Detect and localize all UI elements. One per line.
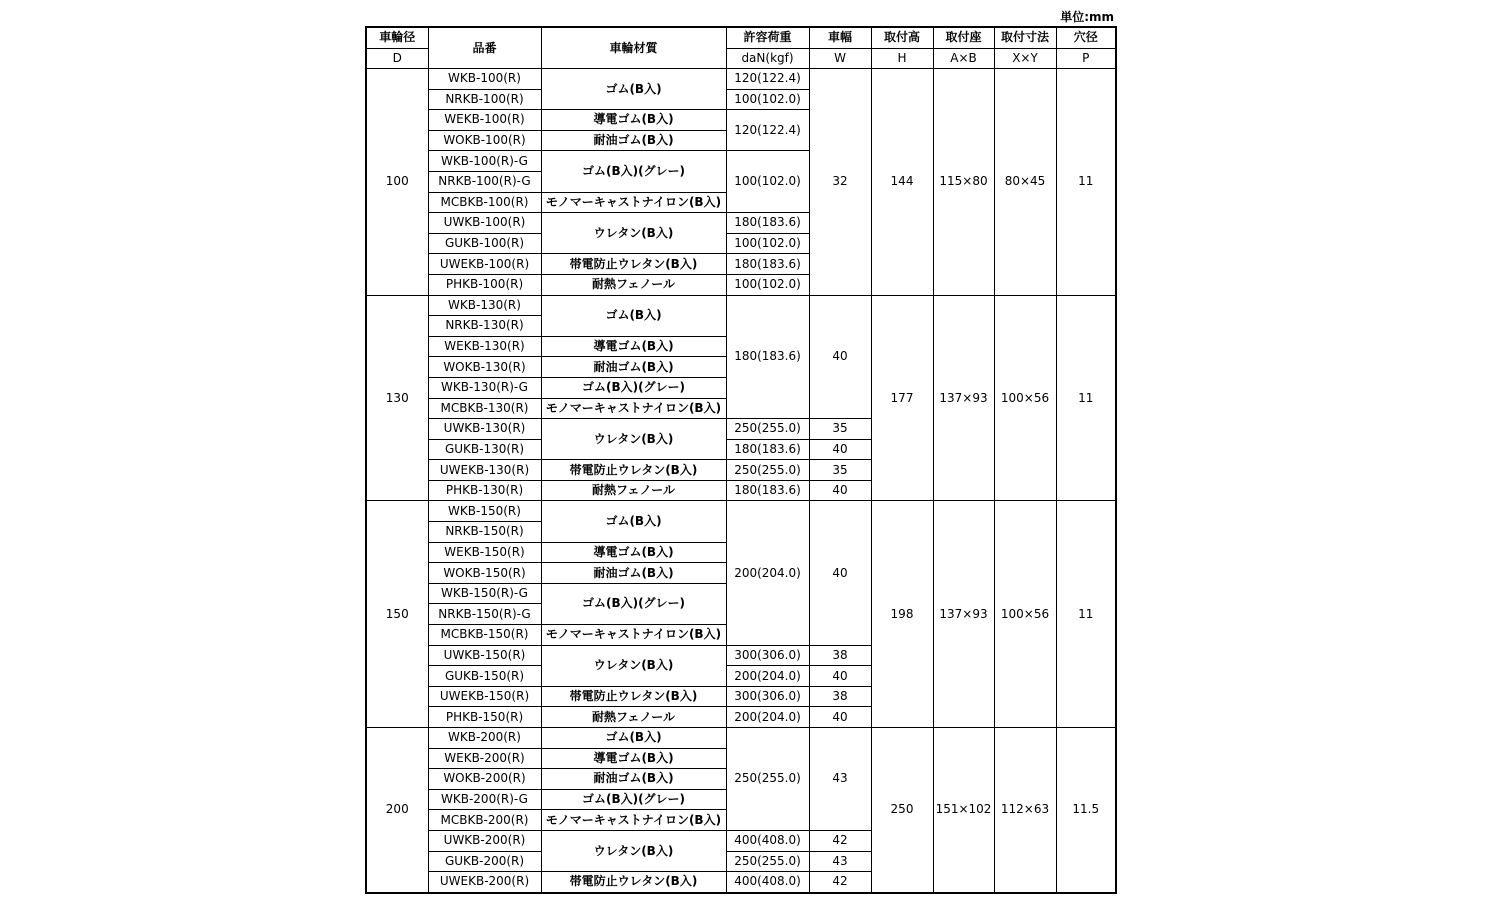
load-cell: 250(255.0) xyxy=(726,728,809,831)
part-no-cell: WOKB-100(R) xyxy=(428,130,541,151)
load-cell: 200(204.0) xyxy=(726,707,809,728)
header-material: 車輪材質 xyxy=(541,27,726,69)
diameter-cell: 100 xyxy=(366,69,428,296)
material-cell: 導電ゴム(B入) xyxy=(541,110,726,131)
load-cell: 120(122.4) xyxy=(726,69,809,90)
part-no-cell: NRKB-100(R) xyxy=(428,89,541,110)
material-cell: ゴム(B入)(グレー) xyxy=(541,789,726,810)
part-no-cell: WKB-200(R)-G xyxy=(428,789,541,810)
caster-spec-table xyxy=(365,26,1117,894)
material-cell: モノマーキャストナイロン(B入) xyxy=(541,192,726,213)
part-no-cell: WKB-130(R)-G xyxy=(428,377,541,398)
width-cell: 40 xyxy=(809,439,871,460)
part-no-cell: MCBKB-150(R) xyxy=(428,625,541,646)
load-cell: 200(204.0) xyxy=(726,666,809,687)
part-no-cell: PHKB-150(R) xyxy=(428,707,541,728)
part-no-cell: UWEKB-200(R) xyxy=(428,872,541,893)
material-cell: ウレタン(B入) xyxy=(541,419,726,460)
mount-height-cell: 198 xyxy=(871,501,933,728)
material-cell: ウレタン(B入) xyxy=(541,645,726,686)
part-no-cell: UWKB-100(R) xyxy=(428,213,541,234)
part-no-cell: WKB-200(R) xyxy=(428,728,541,749)
header-diameter-sym: D xyxy=(366,48,428,69)
part-no-cell: WOKB-130(R) xyxy=(428,357,541,378)
part-no-cell: GUKB-100(R) xyxy=(428,233,541,254)
material-cell: モノマーキャストナイロン(B入) xyxy=(541,625,726,646)
part-no-cell: WOKB-200(R) xyxy=(428,769,541,790)
material-cell: 耐油ゴム(B入) xyxy=(541,563,726,584)
load-cell: 250(255.0) xyxy=(726,460,809,481)
load-cell: 400(408.0) xyxy=(726,872,809,893)
load-cell: 180(183.6) xyxy=(726,439,809,460)
part-no-cell: WEKB-200(R) xyxy=(428,748,541,769)
load-cell: 180(183.6) xyxy=(726,254,809,275)
diameter-cell: 150 xyxy=(366,501,428,728)
width-cell: 35 xyxy=(809,419,871,440)
part-no-cell: WEKB-150(R) xyxy=(428,542,541,563)
load-cell: 200(204.0) xyxy=(726,501,809,645)
load-cell: 250(255.0) xyxy=(726,419,809,440)
header-part-no: 品番 xyxy=(428,27,541,69)
part-no-cell: WKB-150(R)-G xyxy=(428,583,541,604)
material-cell: 帯電防止ウレタン(B入) xyxy=(541,872,726,893)
width-cell: 40 xyxy=(809,707,871,728)
material-cell: 耐熱フェノール xyxy=(541,707,726,728)
material-cell: ゴム(B入)(グレー) xyxy=(541,151,726,192)
mount-height-cell: 250 xyxy=(871,728,933,893)
load-cell: 250(255.0) xyxy=(726,851,809,872)
part-no-cell: NRKB-130(R) xyxy=(428,316,541,337)
part-no-cell: WKB-100(R) xyxy=(428,69,541,90)
width-cell: 32 xyxy=(809,69,871,296)
material-cell: 耐油ゴム(B入) xyxy=(541,130,726,151)
width-cell: 40 xyxy=(809,480,871,501)
width-cell: 43 xyxy=(809,728,871,831)
material-cell: 帯電防止ウレタン(B入) xyxy=(541,686,726,707)
header-mount-height: 取付高 xyxy=(871,27,933,48)
part-no-cell: WKB-100(R)-G xyxy=(428,151,541,172)
part-no-cell: UWKB-200(R) xyxy=(428,830,541,851)
width-cell: 38 xyxy=(809,645,871,666)
part-no-cell: UWEKB-150(R) xyxy=(428,686,541,707)
mount-height-cell: 144 xyxy=(871,69,933,296)
part-no-cell: GUKB-200(R) xyxy=(428,851,541,872)
load-cell: 100(102.0) xyxy=(726,151,809,213)
header-hole-dia: 穴径 xyxy=(1056,27,1116,48)
part-no-cell: WEKB-130(R) xyxy=(428,336,541,357)
width-cell: 35 xyxy=(809,460,871,481)
part-no-cell: MCBKB-130(R) xyxy=(428,398,541,419)
load-cell: 100(102.0) xyxy=(726,233,809,254)
hole-pitch-cell: 100×56 xyxy=(994,501,1056,728)
width-cell: 42 xyxy=(809,830,871,851)
header-base: 取付座 xyxy=(933,27,994,48)
hole-pitch-cell: 112×63 xyxy=(994,728,1056,893)
material-cell: ゴム(B入)(グレー) xyxy=(541,583,726,624)
material-cell: ゴム(B入)(グレー) xyxy=(541,377,726,398)
part-no-cell: WKB-130(R) xyxy=(428,295,541,316)
part-no-cell: GUKB-130(R) xyxy=(428,439,541,460)
hole-dia-cell: 11.5 xyxy=(1056,728,1116,893)
header-diameter: 車輪径 xyxy=(366,27,428,48)
material-cell: 帯電防止ウレタン(B入) xyxy=(541,254,726,275)
load-cell: 180(183.6) xyxy=(726,213,809,234)
header-width-sym: W xyxy=(809,48,871,69)
load-cell: 100(102.0) xyxy=(726,89,809,110)
hole-pitch-cell: 100×56 xyxy=(994,295,1056,501)
material-cell: モノマーキャストナイロン(B入) xyxy=(541,810,726,831)
material-cell: 耐熱フェノール xyxy=(541,274,726,295)
width-cell: 40 xyxy=(809,666,871,687)
material-cell: モノマーキャストナイロン(B入) xyxy=(541,398,726,419)
mount-height-cell: 177 xyxy=(871,295,933,501)
material-cell: 導電ゴム(B入) xyxy=(541,542,726,563)
material-cell: ゴム(B入) xyxy=(541,728,726,749)
load-cell: 180(183.6) xyxy=(726,295,809,419)
width-cell: 40 xyxy=(809,295,871,419)
part-no-cell: UWEKB-100(R) xyxy=(428,254,541,275)
part-no-cell: PHKB-100(R) xyxy=(428,274,541,295)
part-no-cell: WEKB-100(R) xyxy=(428,110,541,131)
width-cell: 40 xyxy=(809,501,871,645)
material-cell: 耐熱フェノール xyxy=(541,480,726,501)
hole-dia-cell: 11 xyxy=(1056,69,1116,296)
load-cell: 120(122.4) xyxy=(726,110,809,151)
hole-dia-cell: 11 xyxy=(1056,295,1116,501)
load-cell: 100(102.0) xyxy=(726,274,809,295)
diameter-cell: 130 xyxy=(366,295,428,501)
header-hole-dia-sym: P xyxy=(1056,48,1116,69)
header-hole-pitch-sym: X×Y xyxy=(994,48,1056,69)
part-no-cell: WKB-150(R) xyxy=(428,501,541,522)
material-cell: ウレタン(B入) xyxy=(541,213,726,254)
width-cell: 38 xyxy=(809,686,871,707)
base-cell: 137×93 xyxy=(933,295,994,501)
load-cell: 300(306.0) xyxy=(726,645,809,666)
part-no-cell: WOKB-150(R) xyxy=(428,563,541,584)
material-cell: ゴム(B入) xyxy=(541,295,726,336)
material-cell: 耐油ゴム(B入) xyxy=(541,769,726,790)
header-load: 許容荷重 xyxy=(726,27,809,48)
width-cell: 43 xyxy=(809,851,871,872)
material-cell: 導電ゴム(B入) xyxy=(541,336,726,357)
material-cell: 導電ゴム(B入) xyxy=(541,748,726,769)
header-base-sym: A×B xyxy=(933,48,994,69)
part-no-cell: UWKB-150(R) xyxy=(428,645,541,666)
unit-label: 単位:mm xyxy=(1060,10,1114,24)
header-load-unit: daN(kgf) xyxy=(726,48,809,69)
part-no-cell: MCBKB-200(R) xyxy=(428,810,541,831)
material-cell: 耐油ゴム(B入) xyxy=(541,357,726,378)
header-width: 車幅 xyxy=(809,27,871,48)
hole-dia-cell: 11 xyxy=(1056,501,1116,728)
part-no-cell: UWEKB-130(R) xyxy=(428,460,541,481)
base-cell: 151×102 xyxy=(933,728,994,893)
material-cell: ゴム(B入) xyxy=(541,69,726,110)
header-mount-height-sym: H xyxy=(871,48,933,69)
load-cell: 180(183.6) xyxy=(726,480,809,501)
part-no-cell: NRKB-150(R)-G xyxy=(428,604,541,625)
part-no-cell: GUKB-150(R) xyxy=(428,666,541,687)
part-no-cell: UWKB-130(R) xyxy=(428,419,541,440)
base-cell: 137×93 xyxy=(933,501,994,728)
material-cell: ゴム(B入) xyxy=(541,501,726,542)
part-no-cell: NRKB-150(R) xyxy=(428,522,541,543)
material-cell: ウレタン(B入) xyxy=(541,830,726,871)
part-no-cell: PHKB-130(R) xyxy=(428,480,541,501)
hole-pitch-cell: 80×45 xyxy=(994,69,1056,296)
load-cell: 300(306.0) xyxy=(726,686,809,707)
material-cell: 帯電防止ウレタン(B入) xyxy=(541,460,726,481)
header-hole-pitch: 取付寸法 xyxy=(994,27,1056,48)
diameter-cell: 200 xyxy=(366,728,428,893)
width-cell: 42 xyxy=(809,872,871,893)
part-no-cell: MCBKB-100(R) xyxy=(428,192,541,213)
load-cell: 400(408.0) xyxy=(726,830,809,851)
base-cell: 115×80 xyxy=(933,69,994,296)
part-no-cell: NRKB-100(R)-G xyxy=(428,171,541,192)
